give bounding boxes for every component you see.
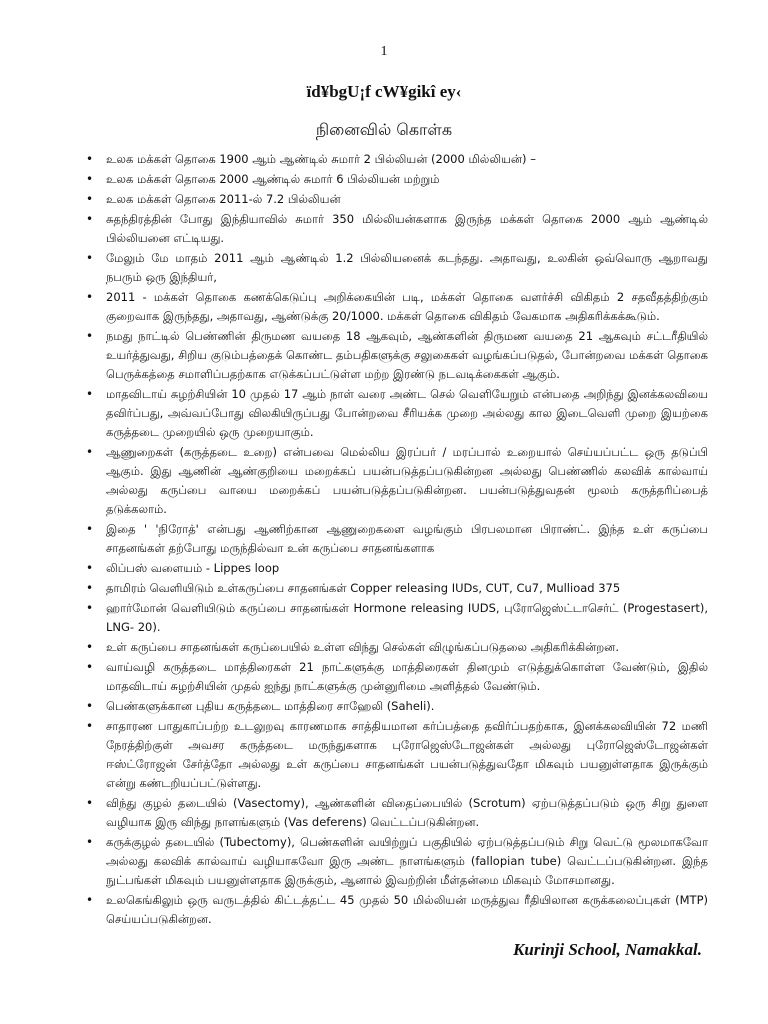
list-item: • உலக மக்கள் தொகை 2011-ல் 7.2 பில்லியன் — [86, 190, 708, 209]
list-item: • ஆணுறைகள் (கருத்தடை உறை) என்பவை மெல்லிய இரப்பர் / மரப்பால் உறையால் செய்யப்பட்ட ஒரு தடுப்பி ஆகும். இது ஆணின் ஆண்குறியை மறைக்கப் பயன்படுத்தப்படுகின்றன அல்லது பெண்ணில் கலவிக் கால்வாய் அல்லது கருப்பை வாயை மறைக்கப் பயன்படுத்தப்படுகின்றன. பயன்படுத்துவதன் மூலம் கருத்தரிப்பைத் தடுக்கலாம். — [86, 443, 708, 519]
page-number: 1 — [380, 44, 388, 59]
list-item: • பெண்களுக்கான புதிய கருத்தடை மாத்திரை சாஹேலி (Saheli). — [86, 697, 708, 716]
section-subtitle: நினைவில் கொள்க — [315, 120, 453, 139]
list-item: • உலகெங்கிலும் ஒரு வருடத்தில் கிட்டத்தட்ட 45 முதல் 50 மில்லியன் மருத்துவ ரீதியிலான கருக்கலைப்புகள் (MTP) செய்யப்படுகின்றன. — [86, 891, 708, 929]
list-item: • தாமிரம் வெளியிடும் உள்கருப்பை சாதனங்கள் Copper releasing IUDs, CUT, Cu7, Mullioad 375 — [86, 579, 708, 598]
list-item: • மேலும் மே மாதம் 2011 ஆம் ஆண்டில் 1.2 பில்லியனைக் கடந்தது. அதாவது, உலகின் ஒவ்வொரு ஆறாவது நபரும் ஒரு இந்தியர், — [86, 249, 708, 287]
list-item: • நமது நாட்டில் பெண்ணின் திருமண வயதை 18 ஆகவும், ஆண்களின் திருமண வயதை 21 ஆகவும் சட்டரீதியில் உயர்த்துவது, சிறிய குடும்பத்தைக் கொண்ட தம்பதிகளுக்கு சலுகைகள் வழங்கப்படுதல், போன்றவை மக்கள் தொகை பெருக்கத்தை சமாளிப்பதற்காக எடுக்கப்பட்டுள்ள மற்ற இரண்டு நடவடிக்கைகள் ஆகும். — [86, 327, 708, 384]
list-item: • இதை ' 'நிரோத்' என்பது ஆணிற்கான ஆணுறைகளை வழங்கும் பிரபலமான பிராண்ட். இந்த உள் கருப்பை சாதனங்கள் தற்போது மருந்தில்வா உன் கருப்பை சாதனங்களாக — [86, 520, 708, 558]
list-item: • லிப்பஸ் வளையம் - Lippes loop — [86, 559, 708, 578]
list-item: • உள் கருப்பை சாதனங்கள் கருப்பையில் உள்ள விந்து செல்கள் விழுங்கப்படுதலை அதிகரிக்கின்றன. — [86, 638, 708, 657]
list-item: • சாதாரண பாதுகாப்பற்ற உடலுறவு காரணமாக சாத்தியமான கர்ப்பத்தை தவிர்ப்பதற்காக, இனக்கலவியின் 72 மணி நேரத்திற்குள் அவசர கருத்தடை மருந்துகளாக புரோஜெஸ்டோஜன்கள் அல்லது புரோஜெஸ்டோஜன்கள் ஈஸ்ட்ரோஜன் சேர்த்தோ அல்லது உள் கருப்பை சாதனங்கள் பயன்படுத்துவதோ மிகவும் பயனுள்ளதாக இருக்கும் என்று கண்டறியப்பட்டுள்ளது. — [86, 717, 708, 793]
bullet-list — [86, 150, 708, 930]
list-item: • கருக்குழல் தடையில் (Tubectomy), பெண்களின் வயிற்றுப் பகுதியில் ஏற்படுத்தப்படும் சிறு வெட்டு மூலமாகவோ அல்லது கலவிக் கால்வாய் வழியாகவோ இரு அண்ட நாளங்களும் (fallopian tube) வெட்டப்படுகின்றன. இந்த நுட்பங்கள் மிகவும் பயனுள்ளதாக இருக்கும், ஆனால் இவற்றின் மீள்தன்மை மிகவும் மோசமானது. — [86, 833, 708, 890]
list-item: • வாய்வழி கருத்தடை மாத்திரைகள் 21 நாட்களுக்கு மாத்திரைகள் தினமும் எடுத்துக்கொள்ள வேண்டும், இதில் மாதவிடாய் சுழற்சியின் முதல் ஐந்து நாட்களுக்கு முன்னுரிமை அளித்தல் வேண்டும். — [86, 658, 708, 696]
list-item: • 2011 - மக்கள் தொகை கணக்கெடுப்பு அறிக்கையின் படி, மக்கள் தொகை வளர்ச்சி விகிதம் 2 சதவீதத்திற்கும் குறைவாக இருந்தது, அதாவது, ஆண்டுக்கு 20/1000. மக்கள் தொகை விகிதம் வேகமாக அதிகரிக்கக்கூடும். — [86, 288, 708, 326]
list-item: • மாதவிடாய் சுழற்சியின் 10 முதல் 17 ஆம் நாள் வரை அண்ட செல் வெளியேறும் என்பதை அறிந்து இனக்கலவியை தவிர்ப்பது, அவ்வப்போது விலகியிருப்பது போன்றவை சீரியக்க முறை அல்லது கால இடைவெளி முறை இயற்கை கருத்தடை முறையில் ஒரு முறையாகும். — [86, 385, 708, 442]
list-item: • சுதந்திரத்தின் போது இந்தியாவில் சுமார் 350 மில்லியன்களாக இருந்த மக்கள் தொகை 2000 ஆம் ஆண்டில் பில்லியனை எட்டியது. — [86, 210, 708, 248]
school-footer: Kurinji School, Namakkal. — [513, 940, 702, 959]
page-title: ïd¥bgU¡f cW¥gikî ey‹ — [306, 82, 462, 101]
list-item: • விந்து குழல் தடையில் (Vasectomy), ஆண்களின் விதைப்பையில் (Scrotum) ஏற்படுத்தப்படும் ஒரு சிறு துளை வழியாக இரு விந்து நாளங்களும் (Vas deferens) வெட்டப்படுகின்றன. — [86, 794, 708, 832]
list-item: • உலக மக்கள் தொகை 2000 ஆண்டில் சுமார் 6 பில்லியன் மற்றும் — [86, 170, 708, 189]
list-item: • ஹார்மோன் வெளியிடும் கருப்பை சாதனங்கள் Hormone releasing IUDS, புரோஜெஸ்ட்டாசெர்ட் (Progestasert), LNG- 20). — [86, 599, 708, 637]
list-item: • உலக மக்கள் தொகை 1900 ஆம் ஆண்டில் சுமார் 2 பில்லியன் (2000 மில்லியன்) – — [86, 150, 708, 169]
